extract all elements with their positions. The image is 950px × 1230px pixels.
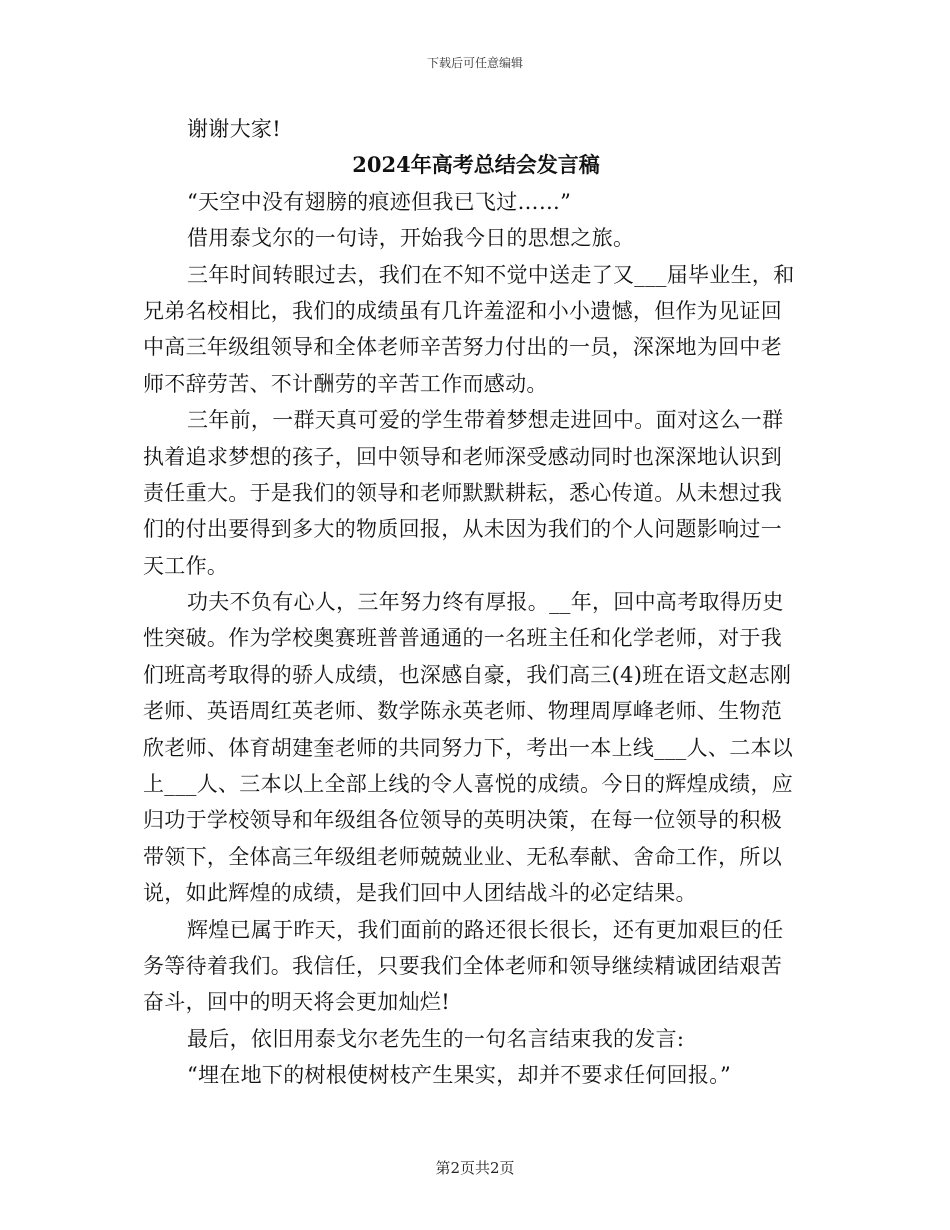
text-line: 师不辞劳苦、不计酬劳的辛苦工作而感动。 [143,371,548,396]
text-line: 们的付出要得到多大的物质回报，从未因为我们的个人问题影响过一 [143,517,782,542]
text-line: “天空中没有翅膀的痕迹但我已飞过……” [187,189,572,214]
text-line: 天工作。 [143,553,229,578]
text-line: 性突破。作为学校奥赛班普普通通的一名班主任和化学老师，对于我 [143,626,782,651]
text-line: 借用泰戈尔的一句诗，开始我今日的思想之旅。 [187,226,635,251]
header-note: 下载后可任意编辑 [426,56,523,70]
text-line: 三年时间转眼过去，我们在不知不觉中送走了又___届毕业生，和 [187,262,795,287]
text-line: 奋斗，回中的明天将会更加灿烂! [143,990,450,1015]
document-title: 2024年高考总结会发言稿 [352,152,600,178]
document-body [143,111,809,1094]
text-line: 执着追求梦想的孩子，回中领导和老师深受感动同时也深深地认识到 [143,444,782,469]
text-line: 说，如此辉煌的成绩，是我们回中人团结战斗的必定结果。 [143,881,697,906]
text-line: 兄弟名校相比，我们的成绩虽有几许羞涩和小小遗憾，但作为见证回 [143,298,782,323]
page-footer: 第2页共2页 [435,1159,515,1177]
text-line: 带领下，全体高三年级组老师兢兢业业、无私奉献、舍命工作，所以 [143,844,782,869]
text-line: 责任重大。于是我们的领导和老师默默耕耘，悉心传道。从未想过我 [143,480,782,505]
text-line: 归功于学校领导和年级组各位领导的英明决策，在每一位领导的积极 [143,808,782,833]
text-line: 最后，依旧用泰戈尔老先生的一句名言结束我的发言: [187,1026,685,1051]
text-line: 老师、英语周红英老师、数学陈永英老师、物理周厚峰老师、生物范 [143,699,782,724]
text-line: 功夫不负有心人，三年努力终有厚报。__年，回中高考取得历史 [187,590,784,615]
closing-line: 谢谢大家! [187,117,281,141]
text-line: “埋在地下的树根使树枝产生果实，却并不要求任何回报。” [187,1063,732,1088]
text-line: 欣老师、体育胡建奎老师的共同努力下，考出一本上线___人、二本以 [143,735,794,760]
text-line: 辉煌已属于昨天，我们面前的路还很长很长，还有更加艰巨的任 [187,917,784,942]
text-line: 上___人、三本以上全部上线的令人喜悦的成绩。今日的辉煌成绩，应 [143,772,794,797]
text-line: 中高三年级组领导和全体老师辛苦努力付出的一员，深深地为回中老 [143,335,782,360]
text-line: 务等待着我们。我信任，只要我们全体老师和领导继续精诚团结艰苦 [143,953,782,978]
text-line: 们班高考取得的骄人成绩，也深感自豪，我们高三(4)班在语文赵志刚 [143,662,792,687]
text-line: 三年前，一群天真可爱的学生带着梦想走进回中。面对这么一群 [187,408,784,433]
